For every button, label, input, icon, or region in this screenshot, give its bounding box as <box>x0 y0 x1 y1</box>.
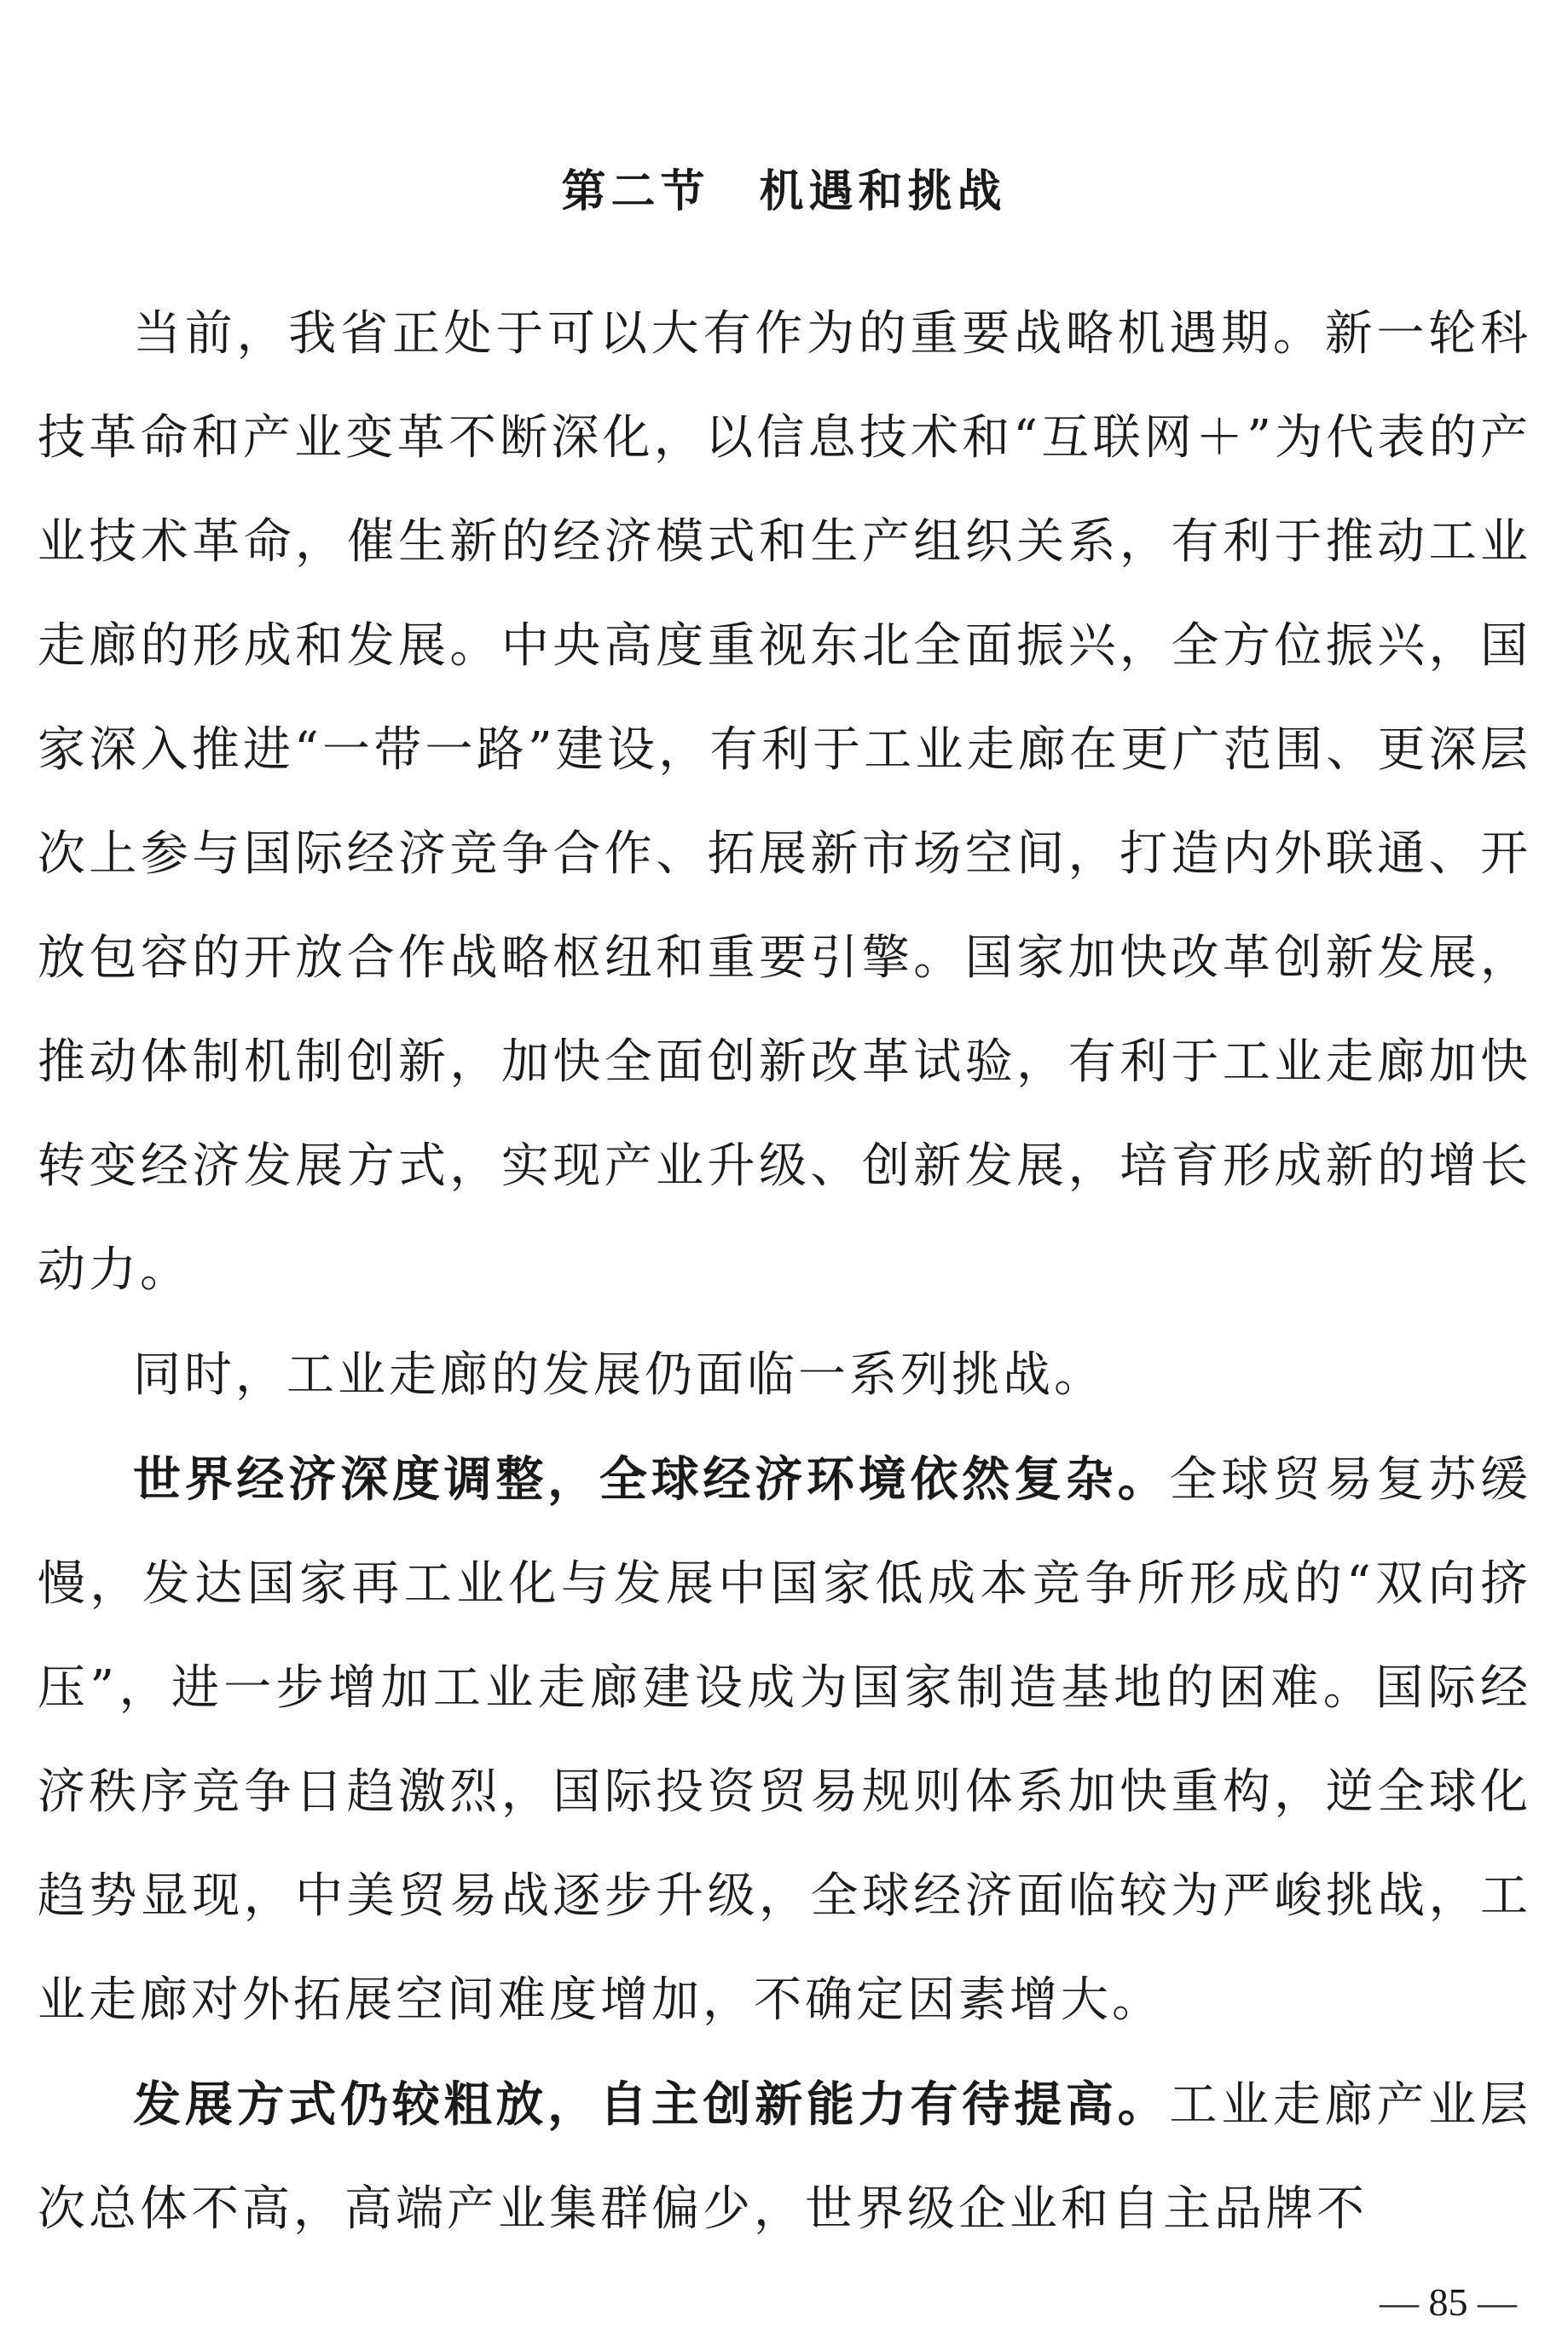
paragraph-bold-lead: 发展方式仍较粗放，自主创新能力有待提高。 <box>133 2076 1170 2133</box>
paragraph-text: 全球贸易复苏缓慢，发达国家再工业化与发展中国家低成本竞争所形成的“双向挤压”，进一步增加工业走廊建设成为国家制造基地的困难。国际经济秩序竞争日趋激烈，国际投资贸易规则体系加快重构，逆全球化趋势显现，中美贸易战逐步升级，全球经济面临较为严峻挑战，工业走廊对外拓展空间难度增加，不确定因素增大。 <box>38 1452 1532 2028</box>
paragraph <box>38 281 1531 1323</box>
paragraph <box>38 1323 1531 1428</box>
section-heading: 第二节 机遇和挑战 <box>561 165 1007 217</box>
paragraph-text: 工业走廊产业层次总体不高，高端产业集群偏少，世界级企业和自主品牌不 <box>38 2077 1532 2237</box>
body-text <box>38 281 1531 2262</box>
paragraph <box>38 1428 1531 2053</box>
paragraph-text: 同时，工业走廊的发展仍面临一系列挑战。 <box>133 1347 1105 1403</box>
page-number: — 85 — <box>1380 2280 1517 2324</box>
paragraph-bold-lead: 世界经济深度调整，全球经济环境依然复杂。 <box>133 1451 1170 1508</box>
paragraph <box>38 2053 1531 2262</box>
paragraph-text: 当前，我省正处于可以大有作为的重要战略机遇期。新一轮科技革命和产业变革不断深化，以信息技术和“互联网＋”为代表的产业技术革命，催生新的经济模式和生产组织关系，有利于推动工业走廊的形成和发展。中央高度重视东北全面振兴，全方位振兴，国家深入推进“一带一路”建设，有利于工业走廊在更广范围、更深层次上参与国际经济竞争合作、拓展新市场空间，打造内外联通、开放包容的开放合作战略枢纽和重要引擎。国家加快改革创新发展，推动体制机制创新，加快全面创新改革试验，有利于工业走廊加快转变经济发展方式，实现产业升级、创新发展，培育形成新的增长动力。 <box>38 306 1531 1298</box>
